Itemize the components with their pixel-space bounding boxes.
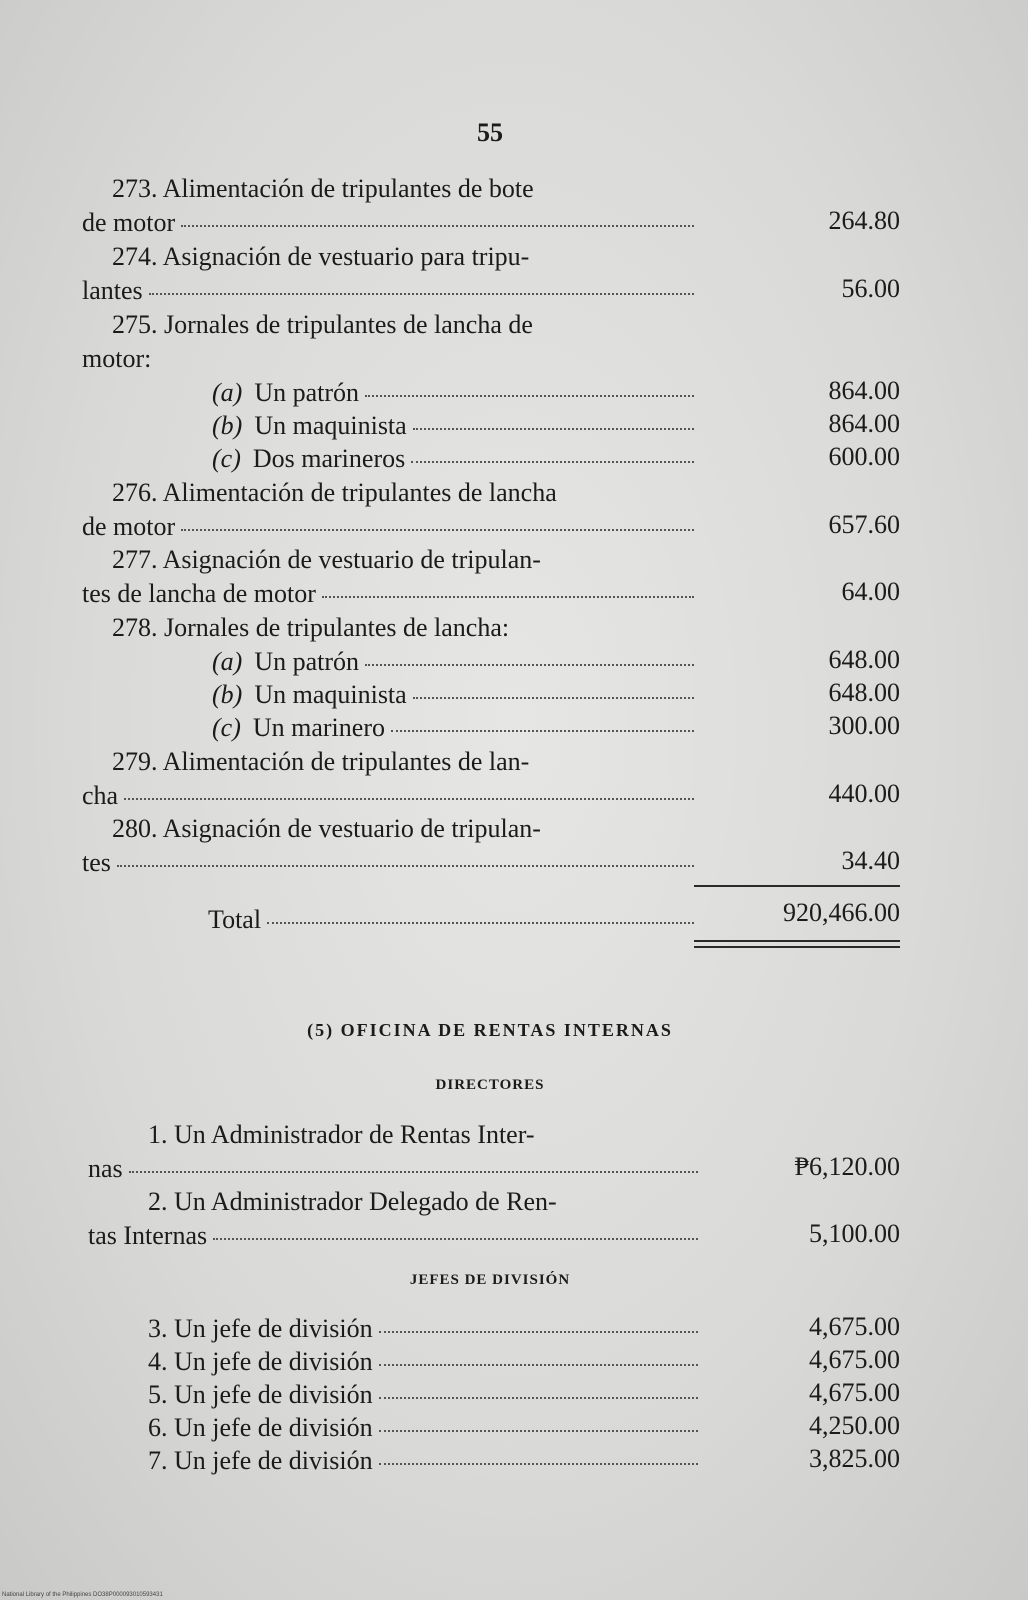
page-number: 55 — [477, 118, 503, 147]
total-rule-double-2 — [694, 946, 900, 948]
item-280-line2: tes — [82, 846, 694, 880]
item-277-line1: 277. Asignación de vestuario de tripulan- — [112, 545, 541, 574]
item-278-b-amount: 648.00 — [828, 678, 900, 707]
item-275-line2: motor: — [82, 344, 152, 373]
item-275-c-amount: 600.00 — [828, 442, 900, 471]
jefe-6: 6. Un jefe de división — [148, 1411, 698, 1445]
item-274-line2: lantes — [82, 274, 694, 308]
item-273-line2: de motor — [82, 206, 694, 240]
item-277-line2: tes de lancha de motor — [82, 577, 694, 611]
total-amount: 920,466.00 — [783, 898, 900, 927]
jefe-4-amount: 4,675.00 — [809, 1345, 900, 1374]
item-279-line2: cha — [82, 779, 694, 813]
total-line: Total — [208, 903, 694, 937]
jefe-7-amount: 3,825.00 — [809, 1444, 900, 1473]
directores-heading: DIRECTORES — [435, 1077, 545, 1093]
item-274-line1: 274. Asignación de vestuario para tripu- — [112, 242, 530, 271]
item-275-a-amount: 864.00 — [828, 376, 900, 405]
jefe-3-amount: 4,675.00 — [809, 1312, 900, 1341]
director-2-line1: 2. Un Administrador Delegado de Ren- — [148, 1187, 557, 1216]
item-279-amount: 440.00 — [828, 779, 900, 808]
item-278-c: (c) Un marinero — [212, 711, 694, 745]
total-rule-double-1 — [694, 940, 900, 942]
jefe-5: 5. Un jefe de división — [148, 1378, 698, 1412]
item-275-b-amount: 864.00 — [828, 409, 900, 438]
jefe-7: 7. Un jefe de división — [148, 1444, 698, 1478]
archive-footer: National Library of the Philippines DO38P000093010593431 — [2, 1592, 163, 1598]
item-276-amount: 657.60 — [828, 510, 900, 539]
item-278-c-amount: 300.00 — [828, 711, 900, 740]
director-1-line1: 1. Un Administrador de Rentas Inter- — [148, 1120, 535, 1149]
item-273-amount: 264.80 — [828, 206, 900, 235]
jefes-heading: JEFES DE DIVISIÓN — [409, 1272, 571, 1288]
item-276-line1: 276. Alimentación de tripulantes de lancha — [112, 478, 557, 507]
item-280-amount: 34.40 — [841, 846, 900, 875]
director-1-line2: nas — [88, 1152, 698, 1186]
item-275-c: (c) Dos marineros — [212, 442, 694, 476]
item-277-amount: 64.00 — [841, 577, 900, 606]
item-278-b: (b) Un maquinista — [212, 678, 694, 712]
item-274-amount: 56.00 — [841, 274, 900, 303]
item-278-a-amount: 648.00 — [828, 645, 900, 674]
jefe-4: 4. Un jefe de división — [148, 1345, 698, 1379]
jefe-5-amount: 4,675.00 — [809, 1378, 900, 1407]
item-275-a: (a) Un patrón — [212, 376, 694, 410]
section-title: (5) OFICINA DE RENTAS INTERNAS — [307, 1020, 673, 1040]
item-275-b: (b) Un maquinista — [212, 409, 694, 443]
item-275-line1: 275. Jornales de tripulantes de lancha de — [112, 310, 533, 339]
director-1-amount: ₱6,120.00 — [794, 1152, 900, 1181]
jefe-3: 3. Un jefe de división — [148, 1312, 698, 1346]
item-280-line1: 280. Asignación de vestuario de tripulan- — [112, 814, 541, 843]
item-279-line1: 279. Alimentación de tripulantes de lan- — [112, 747, 530, 776]
item-276-line2: de motor — [82, 510, 694, 544]
director-2-amount: 5,100.00 — [809, 1219, 900, 1248]
director-2-line2: tas Internas — [88, 1219, 698, 1253]
item-278-line1: 278. Jornales de tripulantes de lancha: — [112, 613, 510, 642]
item-273-line1: 273. Alimentación de tripulantes de bote — [112, 174, 534, 203]
jefe-6-amount: 4,250.00 — [809, 1411, 900, 1440]
total-rule-top — [694, 885, 900, 887]
item-278-a: (a) Un patrón — [212, 645, 694, 679]
